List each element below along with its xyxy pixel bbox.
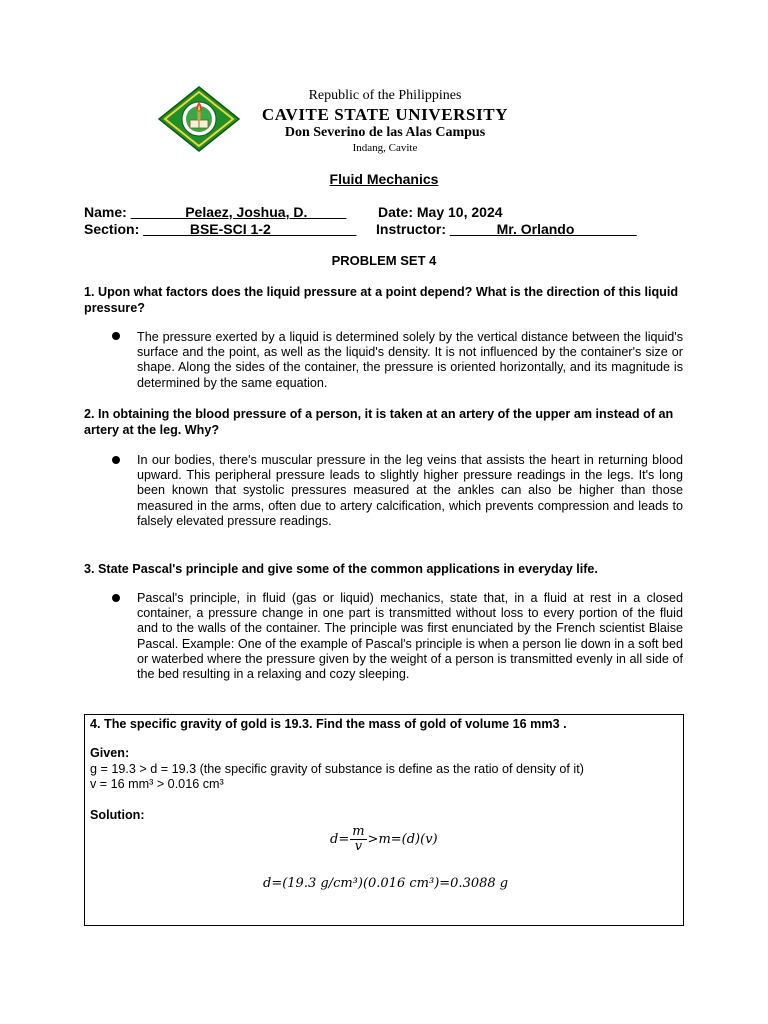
section-value: ______BSE-SCI 1-2___________ <box>143 221 357 237</box>
document-title: Fluid Mechanics <box>329 171 439 187</box>
bullet-icon <box>112 332 120 340</box>
question-2: 2. In obtaining the blood pressure of a person, it is taken at an artery of the upper am instead of an artery at the leg. Why? <box>84 407 674 437</box>
republic-line: Republic of the Philippines <box>308 88 462 103</box>
instructor-label: Instructor: <box>376 221 446 237</box>
campus-name: Don Severino de las Alas Campus <box>284 125 486 140</box>
instructor-value: ______Mr. Orlando________ <box>449 221 637 237</box>
instructor-row <box>376 221 637 237</box>
equation-1-lhs: d= <box>330 832 350 847</box>
given-line-2: v = 16 mm³ > 0.016 cm³ <box>90 777 224 791</box>
university-name: CAVITE STATE UNIVERSITY <box>261 105 509 124</box>
bullet-icon <box>112 456 120 464</box>
answer-3: Pascal's principle, in fluid (gas or liquid) mechanics, state that, in a fluid at rest in a closed container, a pressure change in one part is transmitted without loss to every portion of the fluid and to the walls of the container. The principle was first enunciated by the French scientist Blaise Pascal. Example: One of the example of Pascal's principle is when a person lie down in a soft bed or waterbed where the pressure given by the weight of a person is transmitted evenly in all side of the bed resulting in a relaxing and cozy sleeping. <box>137 591 683 682</box>
given-label: Given: <box>90 746 130 760</box>
name-label: Name: <box>84 204 127 220</box>
answer-1: The pressure exerted by a liquid is determined solely by the vertical distance between the liquid's surface and the point, as well as the liquid's density. It is not influenced by the container's size or shape. Along the sides of the container, the pressure is oriented horizontally, and its magnitude is determined by the same equation. <box>137 330 683 390</box>
name-value: _______Pelaez, Joshua, D._____ <box>130 204 347 220</box>
given-line-1: g = 19.3 > d = 19.3 (the specific gravity of substance is define as the ratio of density of it) <box>90 762 584 776</box>
solution-label: Solution: <box>90 808 145 822</box>
problem-set-title: PROBLEM SET 4 <box>331 253 437 268</box>
equation-1-fraction <box>350 825 366 854</box>
equation-2: d=(19.3 g/cm³)(0.016 cm³)=0.3088 g <box>263 876 509 891</box>
problem-4-box <box>84 714 684 926</box>
section-label: Section: <box>84 221 140 237</box>
answer-2: In our bodies, there's muscular pressure in the leg veins that assists the heart in returning blood upward. This peripheral pressure leads to slightly higher pressure readings in the legs. It's long been known that systolic pressures measured at the ankles can also be higher than those measured in the arms, often due to artery calcification, which prevents compression and leads to falsely elevated pressure readings. <box>137 453 683 528</box>
name-row <box>84 204 346 220</box>
date-field: Date: May 10, 2024 <box>378 204 503 220</box>
campus-location: Indang, Cavite <box>352 142 418 154</box>
section-row <box>84 221 356 237</box>
equation-1-rhs: >m=(d)(v) <box>367 832 438 847</box>
equation-1-numerator: m <box>352 824 365 839</box>
question-1: 1. Upon what factors does the liquid pressure at a point depend? What is the direction of this liquid pressure? <box>84 285 679 315</box>
question-3: 3. State Pascal's principle and give some of the common applications in everyday life. <box>84 562 598 576</box>
equation-1-denominator: v <box>354 839 363 854</box>
bullet-icon <box>112 594 120 602</box>
equation-1 <box>330 825 438 854</box>
problem-4-question: 4. The specific gravity of gold is 19.3. Find the mass of gold of volume 16 mm3 . <box>90 717 567 731</box>
